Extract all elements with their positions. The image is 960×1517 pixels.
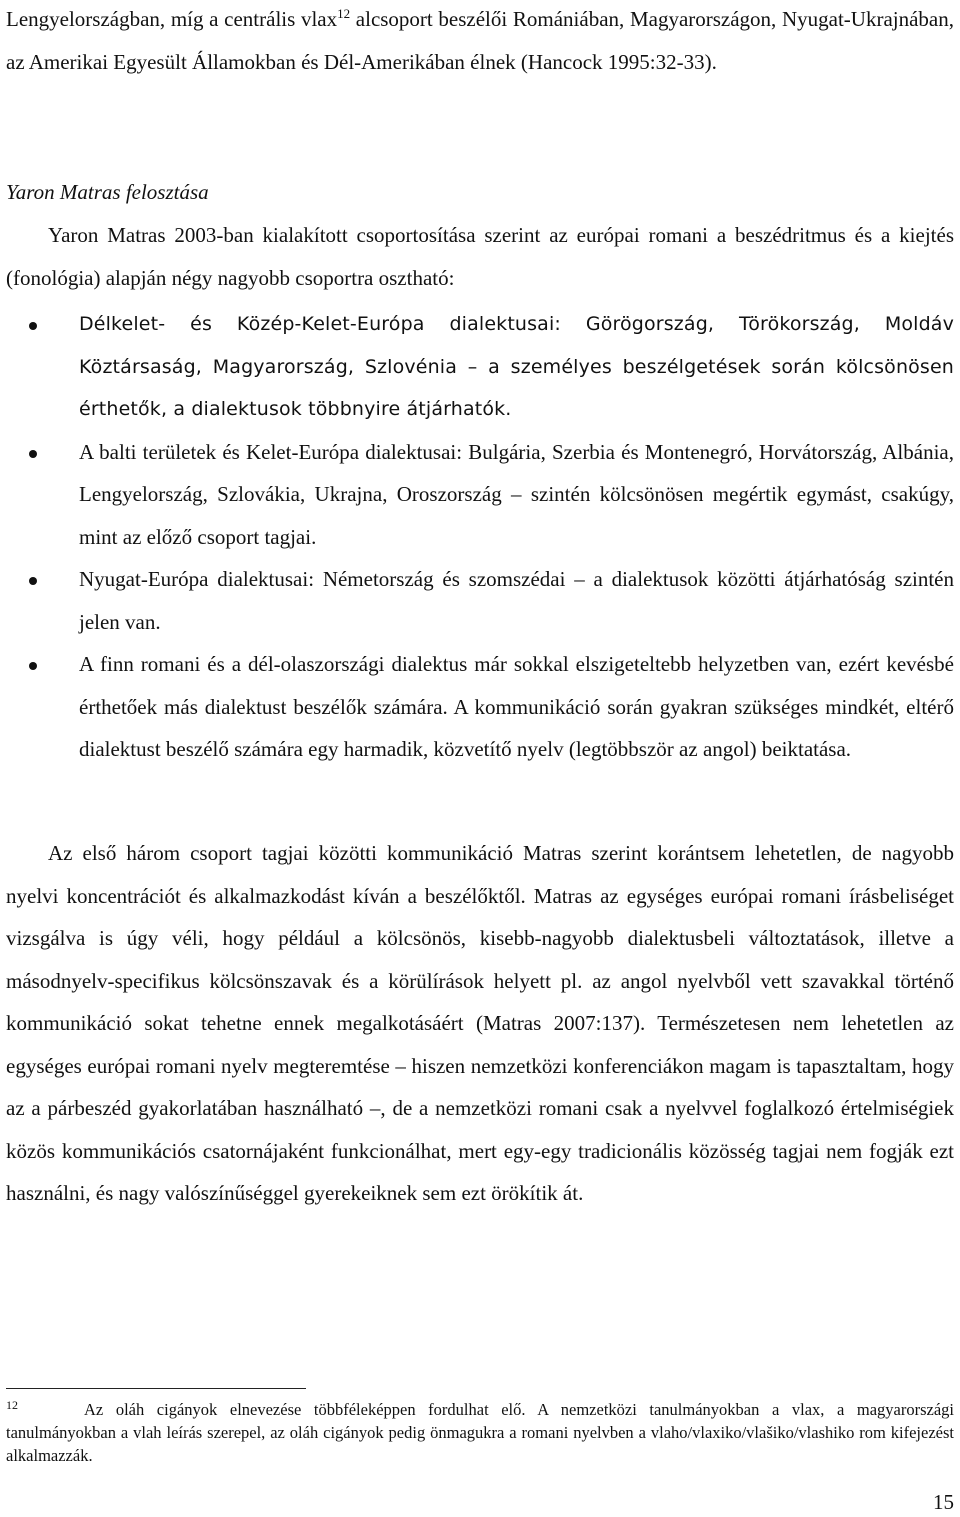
footnote bbox=[6, 1398, 954, 1467]
bullet-icon bbox=[29, 577, 37, 585]
intro-text-before-reference: Lengyelországban, míg a centrális vlax bbox=[6, 7, 338, 31]
bullet-icon bbox=[29, 322, 37, 330]
footnote-number: 12 bbox=[6, 1397, 18, 1412]
body-paragraph: Az első három csoport tagjai közötti kommunikáció Matras szerint korántsem lehetetlen, de nagyobb nyelvi koncentrációt és alkalmazkodást kíván a beszélőktől. Matras az egységes európai romani írásbeliséget vizsgálva is úgy véli, hogy például a kölcsönös, kisebb-nagyobb dialektusbeli változtatások, illetve a másodnyelv-specifikus kölcsönszavak és a körülírások helyett pl. az angol nyelvből vett szavakkal történő kommunikáció sokat tehetne ennek megalkotásáért (Matras 2007:137). Természetesen nem lehetetlen az egységes európai romani nyelv megteremtése – hiszen nemzetközi konferenciákon magam is tapasztaltam, hogy az a párbeszéd gyakorlatában használható –, de a nemzetközi romani csak a nyelvvel foglalkozó értelmiségiek közös kommunikációs csatornájaként funkcionálhat, mert egy-egy tradicionális közösség tagjai nem fogják ezt használni, és nagy valószínűséggel gyerekeiknek sem ezt örökítik át. bbox=[6, 841, 954, 1205]
list-item bbox=[6, 303, 954, 431]
footnote-divider bbox=[6, 1388, 306, 1389]
intro-paragraph bbox=[6, 0, 954, 83]
bullet-text: Nyugat-Európa dialektusai: Németország és szomszédai – a dialektusok közötti átjárhatóság szintén jelen van. bbox=[79, 567, 954, 634]
list-item bbox=[6, 643, 954, 771]
list-item bbox=[6, 431, 954, 559]
page-number: 15 bbox=[933, 1490, 954, 1514]
dialect-group-list bbox=[6, 303, 954, 771]
bullet-icon bbox=[29, 662, 37, 670]
bullet-icon bbox=[29, 450, 37, 458]
bullet-text: A finn romani és a dél-olaszországi dialektus már sokkal elszigeteltebb helyzetben van, ezért kevésbé érthetőek más dialektust beszélők számára. A kommunikáció során gyakran szükséges mindkét, eltérő dialektust beszélő számára egy harmadik, közvetítő nyelv (legtöbbször az angol) beiktatása. bbox=[79, 652, 954, 761]
section-heading: Yaron Matras felosztása bbox=[6, 180, 209, 204]
footnote-text: Az oláh cigányok elnevezése többféleképpen fordulhat elő. A nemzetközi tanulmányokban a vlax, a magyarországi tanulmányokban a vlah leírás szerepel, az oláh cigányok pedig önmagukra a romani nyelvben a vlaho/vlaxiko/vlašiko/vlashiko rom kifejezést alkalmazzák. bbox=[6, 1400, 954, 1465]
list-item bbox=[6, 558, 954, 643]
footnote-reference: 12 bbox=[337, 6, 351, 21]
bullet-text: A balti területek és Kelet-Európa dialektusai: Bulgária, Szerbia és Montenegró, Horvátország, Albánia, Lengyelország, Szlovákia, Ukrajna, Oroszország – szintén kölcsönösen megértik egymást, csakúgy, mint az előző csoport tagjai. bbox=[79, 439, 954, 549]
bullet-text: Délkelet- és Közép-Kelet-Európa dialektusai: Görögország, Törökország, Moldáv Köztársaság, Magyarország, Szlovénia – a személyes beszélgetések során kölcsönösen érthetők, a dialektusok többnyire átjárhatók. bbox=[79, 313, 954, 420]
section-intro-paragraph: Yaron Matras 2003-ban kialakított csoportosítása szerint az európai romani a beszédritmus és a kiejtés (fonológia) alapján négy nagyobb csoportra osztható: bbox=[6, 223, 954, 290]
intro-text-after-reference: alcsoport beszélői Romániában, Magyarországon, Nyugat-Ukrajnában, az Amerikai Egyesült Államokban és Dél-Amerikában élnek (Hancock 1995:32-33). bbox=[6, 7, 954, 74]
